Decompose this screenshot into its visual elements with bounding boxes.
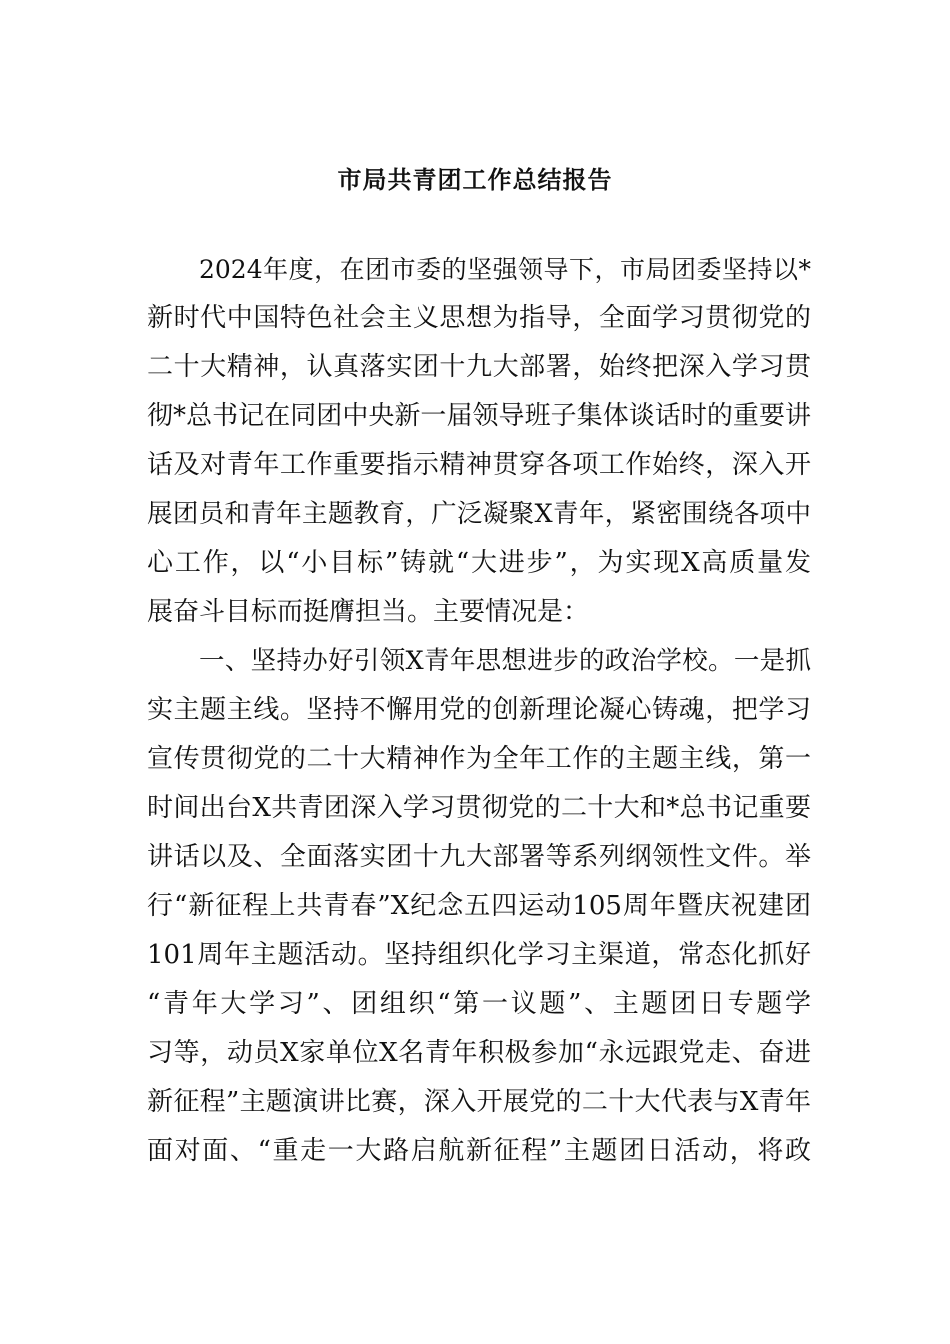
paragraph-line: 新征程”主题演讲比赛，深入开展党的二十大代表与X青年	[147, 1087, 811, 1117]
paragraph-line: 二十大精神，认真落实团十九大部署，始终把深入学习贯	[147, 352, 811, 382]
paragraph-line: 心工作，以“小目标”铸就“大进步”，为实现X高质量发	[147, 548, 811, 578]
paragraph-line: 话及对青年工作重要指示精神贯穿各项工作始终，深入开	[147, 450, 811, 480]
paragraph-line: 行“新征程上共青春”X纪念五四运动105周年暨庆祝建团	[147, 891, 811, 921]
paragraph-line: 2024年度，在团市委的坚强领导下，市局团委坚持以*	[199, 255, 811, 284]
paragraph-line: 展奋斗目标而挺膺担当。主要情况是：	[147, 597, 590, 627]
document-body	[147, 245, 811, 1176]
paragraph-line: 101周年主题活动。坚持组织化学习主渠道，常态化抓好	[147, 940, 811, 970]
paragraph-line: 讲话以及、全面落实团十九大部署等系列纲领性文件。举	[147, 842, 811, 872]
paragraph-line: 一、坚持办好引领X青年思想进步的政治学校。一是抓	[199, 646, 811, 676]
paragraph-line: “青年大学习”、团组织“第一议题”、主题团日专题学	[147, 989, 811, 1019]
paragraph-line: 时间出台X共青团深入学习贯彻党的二十大和*总书记重要	[147, 793, 811, 823]
paragraph-line: 宣传贯彻党的二十大精神作为全年工作的主题主线，第一	[147, 744, 811, 774]
paragraph-line: 面对面、“重走一大路启航新征程”主题团日活动，将政	[147, 1136, 811, 1166]
paragraph-line: 新时代中国特色社会主义思想为指导，全面学习贯彻党的	[147, 303, 811, 333]
paragraph-line: 展团员和青年主题教育，广泛凝聚X青年，紧密围绕各项中	[147, 499, 811, 529]
paragraph-line: 彻*总书记在同团中央新一届领导班子集体谈话时的重要讲	[147, 401, 811, 431]
paragraph-line: 习等，动员X家单位X名青年积极参加“永远跟党走、奋进	[147, 1038, 811, 1068]
paragraph-line: 实主题主线。坚持不懈用党的创新理论凝心铸魂，把学习	[147, 695, 811, 725]
document-title: 市局共青团工作总结报告	[337, 165, 613, 194]
